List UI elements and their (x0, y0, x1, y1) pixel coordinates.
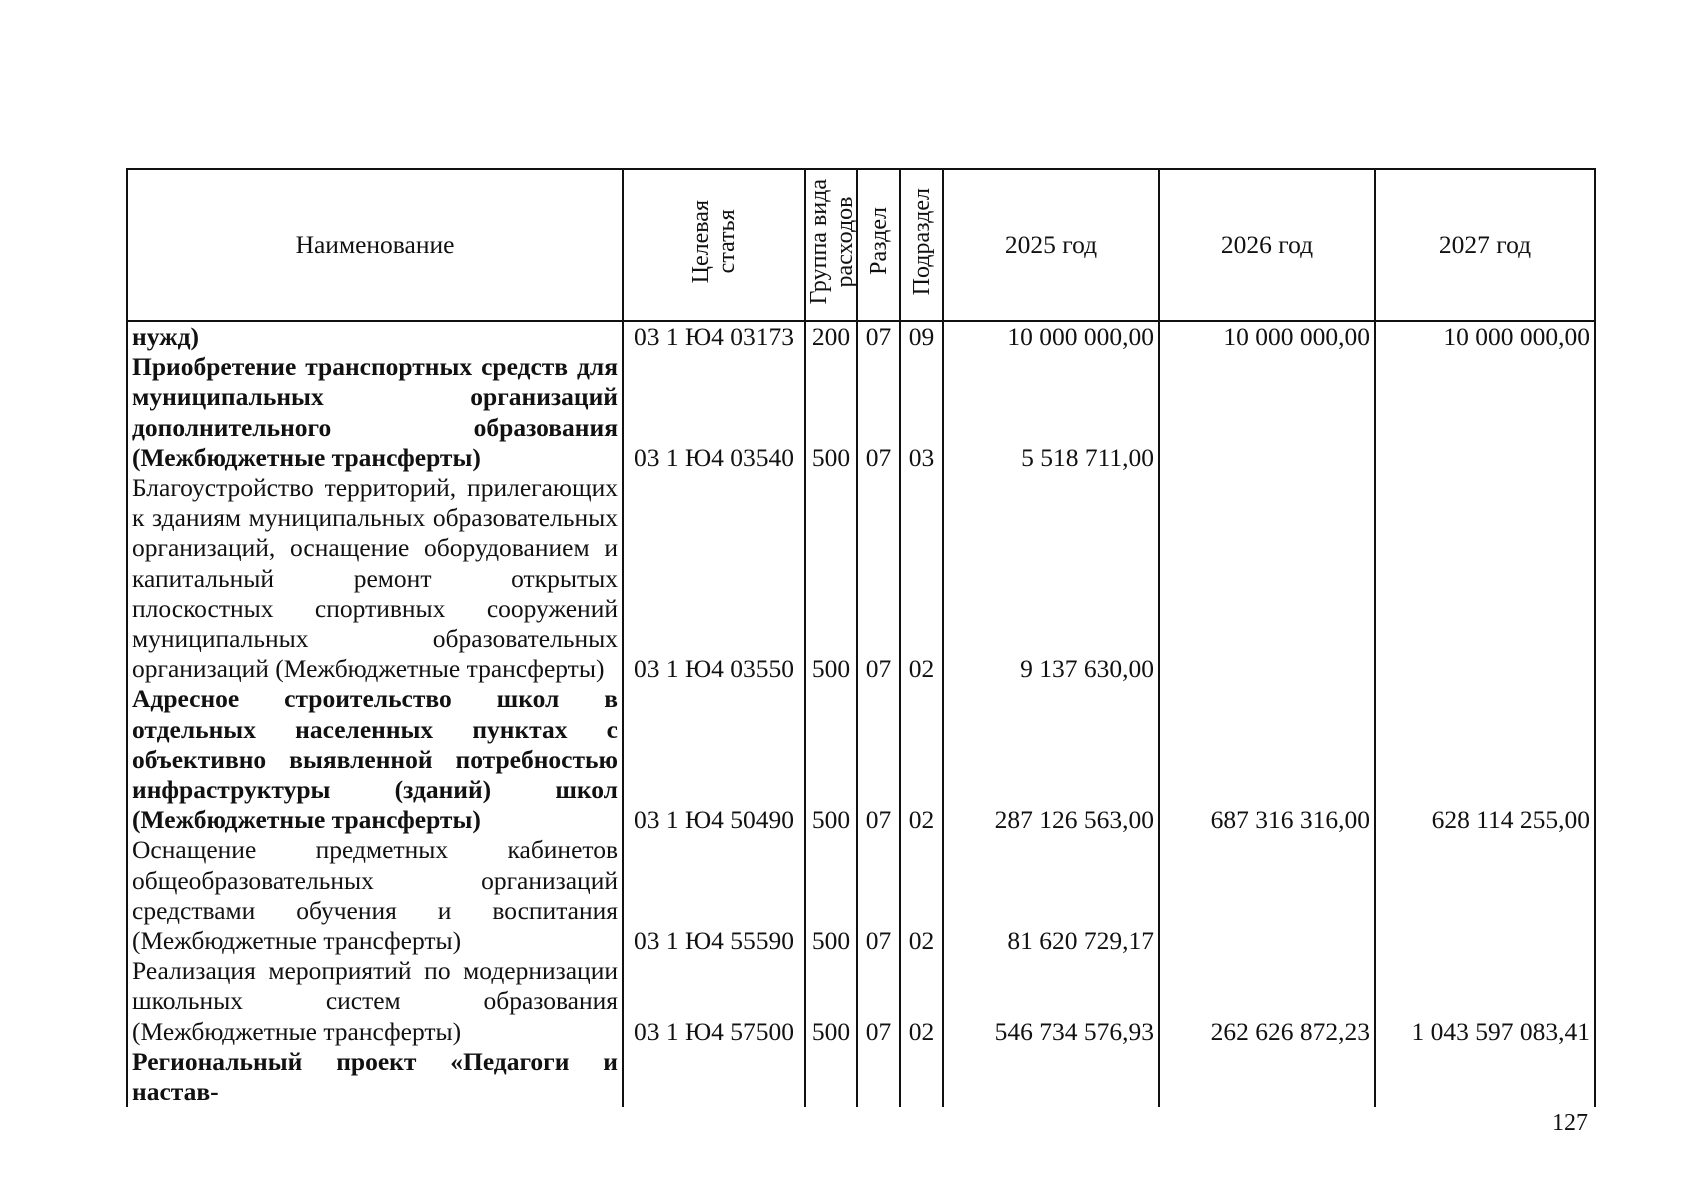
header-2025: 2025 год (943, 169, 1159, 321)
row-amount-2027: 628 114 255,00 (1375, 684, 1595, 835)
row-target-article: 03 1 Ю4 55590 (623, 835, 805, 956)
row-target-article: 03 1 Ю4 03173 (623, 321, 805, 352)
row-name: Благоустройство территорий, прилегающих к зданиям муниципальных образовательных организаций, оснащение оборудованием и капитальный ремонт открытых плоскостных спортивных сооружений муниципальных образовательных организаций (Межбюджетные трансферты) (127, 473, 623, 684)
row-name: Региональный проект «Педагоги и настав- (127, 1047, 623, 1107)
row-subsection: 02 (900, 956, 943, 1047)
row-expense-group: 500 (805, 835, 857, 956)
header-name: Наименование (127, 169, 623, 321)
row-subsection (900, 1047, 943, 1107)
row-expense-group: 500 (805, 352, 857, 473)
row-amount-2027 (1375, 473, 1595, 684)
row-amount-2025: 9 137 630,00 (943, 473, 1159, 684)
table-row (127, 352, 1595, 473)
row-target-article: 03 1 Ю4 03550 (623, 473, 805, 684)
row-target-article: 03 1 Ю4 57500 (623, 956, 805, 1047)
row-section: 07 (857, 473, 900, 684)
row-amount-2026 (1159, 1047, 1375, 1107)
row-section: 07 (857, 352, 900, 473)
row-amount-2027: 1 043 597 083,41 (1375, 956, 1595, 1047)
row-amount-2026 (1159, 835, 1375, 956)
row-amount-2026: 10 000 000,00 (1159, 321, 1375, 352)
row-amount-2025: 5 518 711,00 (943, 352, 1159, 473)
row-subsection: 02 (900, 473, 943, 684)
row-expense-group: 200 (805, 321, 857, 352)
row-subsection: 02 (900, 835, 943, 956)
table-row (127, 473, 1595, 684)
row-name: нужд) (127, 321, 623, 352)
row-amount-2025: 546 734 576,93 (943, 956, 1159, 1047)
row-target-article: 03 1 Ю4 50490 (623, 684, 805, 835)
row-amount-2027: 10 000 000,00 (1375, 321, 1595, 352)
row-amount-2026 (1159, 473, 1375, 684)
header-subsection: Подраздел (900, 169, 943, 321)
row-amount-2025: 287 126 563,00 (943, 684, 1159, 835)
row-amount-2026 (1159, 352, 1375, 473)
table-row (127, 684, 1595, 835)
header-expense-group: Группа вида расходов (805, 169, 857, 321)
row-amount-2027 (1375, 352, 1595, 473)
header-section: Раздел (857, 169, 900, 321)
table-row (127, 956, 1595, 1047)
row-amount-2025: 10 000 000,00 (943, 321, 1159, 352)
header-target-article: Целевая статья (623, 169, 805, 321)
budget-table (126, 168, 1596, 1107)
budget-table-container (126, 168, 1594, 1107)
header-row (127, 169, 1595, 321)
table-row (127, 1047, 1595, 1107)
row-name: Реализация мероприятий по модернизации школьных систем образования (Межбюджетные трансферты) (127, 956, 623, 1047)
row-amount-2025 (943, 1047, 1159, 1107)
row-amount-2026: 687 316 316,00 (1159, 684, 1375, 835)
row-section: 07 (857, 321, 900, 352)
row-section: 07 (857, 835, 900, 956)
row-section: 07 (857, 956, 900, 1047)
row-subsection: 09 (900, 321, 943, 352)
header-2026: 2026 год (1159, 169, 1375, 321)
row-amount-2026: 262 626 872,23 (1159, 956, 1375, 1047)
row-amount-2025: 81 620 729,17 (943, 835, 1159, 956)
row-subsection: 03 (900, 352, 943, 473)
row-amount-2027 (1375, 835, 1595, 956)
row-section (857, 1047, 900, 1107)
row-name: Оснащение предметных кабинетов общеобразовательных организаций средствами обучения и воспитания (Межбюджетные трансферты) (127, 835, 623, 956)
row-amount-2027 (1375, 1047, 1595, 1107)
row-target-article: 03 1 Ю4 03540 (623, 352, 805, 473)
row-expense-group: 500 (805, 684, 857, 835)
row-name: Адресное строительство школ в отдельных населенных пунктах с объективно выявленной потребностью инфраструктуры (зданий) школ (Межбюджетные трансферты) (127, 684, 623, 835)
table-row (127, 321, 1595, 352)
row-expense-group: 500 (805, 956, 857, 1047)
header-2027: 2027 год (1375, 169, 1595, 321)
page-number: 127 (1552, 1110, 1588, 1136)
row-expense-group (805, 1047, 857, 1107)
row-target-article (623, 1047, 805, 1107)
row-expense-group: 500 (805, 473, 857, 684)
row-section: 07 (857, 684, 900, 835)
row-name: Приобретение транспортных средств для муниципальных организаций дополнительного образования (Межбюджетные трансферты) (127, 352, 623, 473)
row-subsection: 02 (900, 684, 943, 835)
table-row (127, 835, 1595, 956)
